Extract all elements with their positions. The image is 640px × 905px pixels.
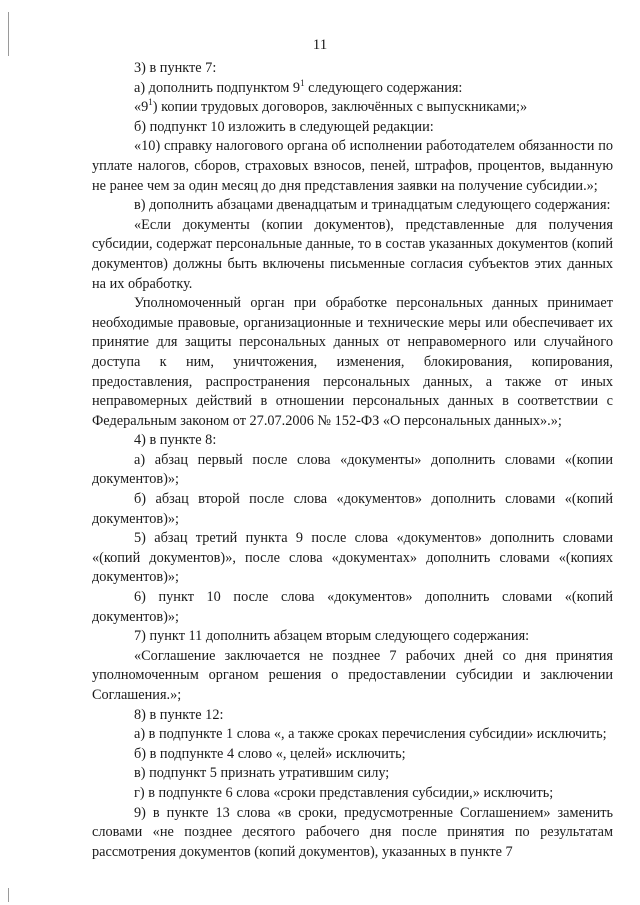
paragraph-text: 7) пункт 11 дополнить абзацем вторым следующего содержания: xyxy=(134,628,530,645)
paragraph-text: «Если документы (копии документов), представленные для получения субсидии, содержат персональные данные, то в состав указанных документов (копий документов) должны быть включены письменные согласия субъектов этих данных на их обработку. xyxy=(92,216,613,292)
paragraph xyxy=(92,451,613,490)
superscript: 1 xyxy=(300,77,305,88)
paragraph-text: 4) в пункте 8: xyxy=(134,432,217,449)
scan-edge-mark-bottom xyxy=(8,888,9,902)
paragraph xyxy=(92,804,613,863)
paragraph-text: г) в подпункте 6 слова «сроки представления субсидии,» исключить; xyxy=(134,784,554,801)
paragraph xyxy=(92,745,613,765)
paragraph-text: «Соглашение заключается не позднее 7 рабочих дней со дня принятия уполномоченным органом решения о предоставлении субсидии и заключении Соглашения.»; xyxy=(92,647,613,703)
paragraph-text: следующего содержания: xyxy=(304,79,463,96)
paragraph-text: «10) справку налогового органа об исполнении работодателем обязанности по уплате налогов, сборов, страховых взносов, пеней, штрафов, процентов, выданную не ранее чем за один месяц до дня представления заявки на получение субсидии.»; xyxy=(92,138,613,194)
paragraph-text: в) дополнить абзацами двенадцатым и тринадцатым следующего содержания: xyxy=(134,197,611,214)
paragraph xyxy=(92,706,613,726)
paragraph-text: ) копии трудовых договоров, заключённых с выпускниками;» xyxy=(152,99,528,116)
paragraph xyxy=(92,764,613,784)
paragraph-text: 8) в пункте 12: xyxy=(134,706,224,723)
page-number: 11 xyxy=(312,37,328,53)
paragraph-text: 9) в пункте 13 слова «в сроки, предусмотренные Соглашением» заменить словами «не позднее десятого рабочего дня после принятия по результатам рассмотрения документов (копий документов), указанных в пункте 7 xyxy=(92,804,613,860)
paragraph xyxy=(92,118,613,138)
paragraph xyxy=(92,137,613,196)
paragraph xyxy=(92,627,613,647)
paragraph-text: а) дополнить подпунктом 9 xyxy=(134,79,301,96)
superscript: 1 xyxy=(148,97,153,108)
paragraph xyxy=(92,529,613,588)
paragraph-text: б) в подпункте 4 слово «, целей» исключить; xyxy=(134,745,406,762)
paragraph-text: «9 xyxy=(134,99,149,116)
paragraph-text: 3) в пункте 7: xyxy=(134,60,217,76)
paragraph-text: в) подпункт 5 признать утратившим силу; xyxy=(134,765,390,782)
paragraph-text: 5) абзац третий пункта 9 после слова «документов» дополнить словами «(копий документов)», после слова «документах» дополнить словами «(копиях документов)»; xyxy=(92,530,613,586)
paragraph-text: а) абзац первый после слова «документы» дополнить словами «(копии документов)»; xyxy=(92,451,613,488)
document-body xyxy=(92,59,613,862)
paragraph-text: Уполномоченный орган при обработке персональных данных принимает необходимые правовые, организационные и технические меры или обеспечивает их принятие для защиты персональных данных от неправомерного или случайного доступа к ним, уничтожения, изменения, блокирования, копирования, предоставления, распространения персональных данных, а также от иных неправомерных действий в отношении персональных данных в соответствии с Федеральным законом от 27.07.2006 № 152-ФЗ «О персональных данных».»; xyxy=(92,295,613,429)
paragraph xyxy=(92,98,613,118)
paragraph xyxy=(92,588,613,627)
paragraph xyxy=(92,431,613,451)
paragraph xyxy=(92,59,613,79)
paragraph xyxy=(92,79,613,99)
paragraph-text: б) абзац второй после слова «документов» дополнить словами «(копий документов)»; xyxy=(92,491,613,527)
paragraph xyxy=(92,196,613,216)
paragraph xyxy=(92,490,613,529)
paragraph xyxy=(92,725,613,745)
paragraph-text: б) подпункт 10 изложить в следующей редакции: xyxy=(134,118,434,135)
paragraph-text: 6) пункт 10 после слова «документов» дополнить словами «(копий документов)»; xyxy=(92,589,613,625)
paragraph xyxy=(92,294,613,431)
paragraph xyxy=(92,216,613,294)
paragraph-text: а) в подпункте 1 слова «, а также сроках перечисления субсидии» исключить; xyxy=(134,726,607,743)
paragraph xyxy=(92,784,613,804)
paragraph xyxy=(92,647,613,706)
